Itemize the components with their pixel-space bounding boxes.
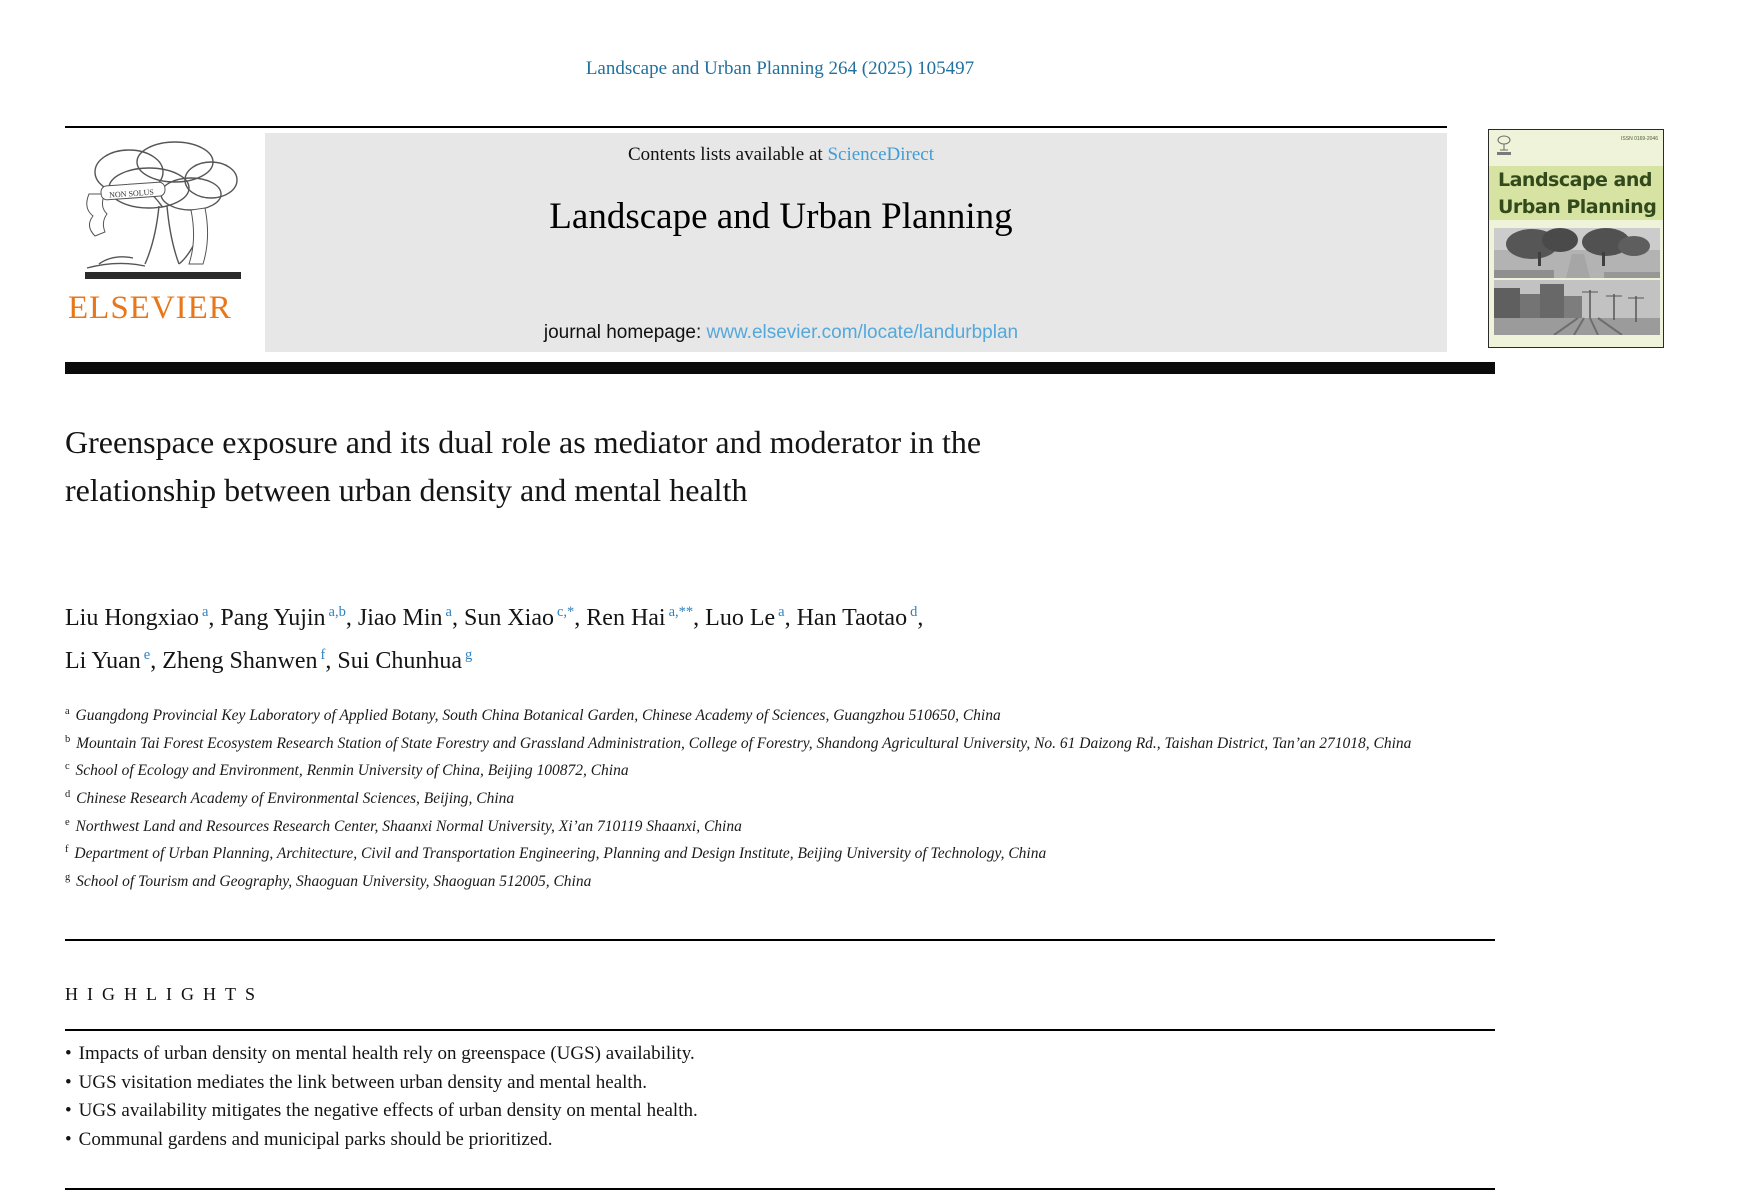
bullet-icon: •	[65, 1071, 72, 1093]
cover-elsevier-mark-icon	[1496, 135, 1512, 157]
journal-citation-line	[65, 58, 1495, 80]
author-affiliation-sup[interactable]: a	[445, 604, 452, 620]
affiliation-text: Mountain Tai Forest Ecosystem Research Station of State Forestry and Grassland Administration, College of Forestry, Shandong Agricultural University, No. 61 Daizong Rd., Taishan District, Tan’an 271018, China	[72, 734, 1412, 752]
affiliation-item	[65, 811, 1497, 839]
sciencedirect-link[interactable]: ScienceDirect	[827, 144, 935, 165]
homepage-line	[265, 322, 1297, 344]
highlight-text: UGS availability mitigates the negative effects of urban density on mental health.	[78, 1100, 698, 1121]
author-affiliation-sup[interactable]: g	[465, 647, 473, 663]
author-name: Pang Yujin	[220, 605, 326, 631]
cover-issn: ISSN 0169-2046	[1621, 136, 1658, 142]
author-list: Liu Hongxiao $^a$, Pang Yujin $^{a,b}$, Jiao Min $^a$, Sun Xiao $^{c,*}$, Ren Hai $^{a,**}$, Luo Le $^a$, Han Taotao $^d$, Li Yuan $^e$, Zheng Shanwen $^f$, Sui Chunhua $^g$	[65, 604, 924, 674]
author-affiliation-sup[interactable]: a	[778, 604, 785, 620]
header-top-rule	[65, 126, 1447, 128]
highlights-heading: HIGHLIGHTS	[65, 984, 264, 1004]
affiliation-item	[65, 838, 1497, 866]
page-bottom-rule	[65, 1188, 1495, 1190]
bullet-icon: •	[65, 1128, 72, 1150]
article-title-line1: Greenspace exposure and its dual role as mediator and moderator in the	[65, 424, 982, 460]
affiliation-text: School of Ecology and Environment, Renmin University of China, Beijing 100872, China	[71, 762, 629, 780]
bullet-icon: •	[65, 1043, 72, 1064]
citation-link[interactable]: Landscape and Urban Planning 264 (2025) 105497	[585, 58, 975, 79]
highlight-item	[65, 1097, 1495, 1126]
author-affiliation-sup[interactable]: e	[143, 647, 151, 663]
highlight-text: Impacts of urban density on mental health rely on greenspace (UGS) availability.	[78, 1043, 695, 1064]
elsevier-tree-icon	[79, 136, 247, 288]
header-divider-bar	[65, 362, 1495, 374]
bullet-icon: •	[65, 1100, 72, 1121]
contents-prefix: Contents lists available at	[627, 144, 828, 165]
author-name: Zheng Shanwen	[162, 648, 318, 674]
contents-line	[265, 144, 1297, 166]
affiliation-item	[65, 755, 1497, 783]
affiliation-item	[65, 866, 1497, 894]
affiliation-sup: d	[65, 788, 71, 800]
highlight-text: UGS visitation mediates the link between urban density and mental health.	[78, 1071, 647, 1093]
elsevier-wordmark: ELSEVIER	[68, 290, 232, 326]
affiliation-item	[65, 783, 1497, 811]
author-name: Han Taotao	[796, 605, 908, 631]
highlights-mid-rule	[65, 1029, 1495, 1031]
affiliation-text: Chinese Research Academy of Environmental Sciences, Beijing, China	[72, 790, 515, 808]
highlights-top-rule	[65, 939, 1495, 941]
elsevier-logo	[68, 136, 258, 352]
highlight-item	[65, 1069, 1495, 1098]
author-name: Sui Chunhua	[337, 648, 463, 674]
highlight-item	[65, 1040, 1495, 1069]
affiliation-sup: a	[65, 706, 70, 717]
affiliation-sup: e	[65, 816, 70, 828]
journal-title: Landscape and Urban Planning	[549, 196, 1013, 237]
cover-title-line2: Urban Planning	[1498, 196, 1657, 218]
highlight-item	[65, 1126, 1495, 1155]
author-affiliation-sup[interactable]: a,**	[668, 604, 694, 620]
affiliation-sup: b	[65, 733, 71, 745]
author-name: Liu Hongxiao	[65, 605, 199, 631]
author-name: Jiao Min	[357, 605, 443, 631]
cover-title-line1: Landscape and	[1498, 169, 1652, 191]
affiliation-text: Guangdong Provincial Key Laboratory of Applied Botany, South China Botanical Garden, Chinese Academy of Sciences, Guangzhou 510650, China	[71, 707, 1001, 725]
article-title-line2: relationship between urban density and mental health	[65, 472, 748, 508]
author-affiliation-sup[interactable]: a,b	[328, 604, 346, 620]
affiliation-item	[65, 728, 1497, 756]
journal-header-banner	[265, 133, 1447, 352]
affiliation-sup: g	[65, 871, 71, 883]
author-name: Luo Le	[705, 605, 776, 631]
affiliation-item	[65, 700, 1497, 728]
cover-photo-railway	[1494, 280, 1660, 335]
homepage-prefix: journal homepage:	[543, 322, 707, 343]
affiliation-list	[65, 700, 1497, 894]
affiliation-text: Northwest Land and Resources Research Center, Shaanxi Normal University, Xi’an 710119 Shaanxi, China	[71, 817, 742, 835]
affiliation-text: School of Tourism and Geography, Shaoguan University, Shaoguan 512005, China	[72, 873, 592, 891]
homepage-link[interactable]: www.elsevier.com/locate/landurbplan	[706, 322, 1019, 343]
journal-cover-thumbnail[interactable]	[1488, 129, 1664, 348]
highlight-text: Communal gardens and municipal parks should be prioritized.	[78, 1128, 553, 1150]
article-title	[65, 418, 1365, 514]
author-affiliation-sup[interactable]: f	[320, 647, 326, 663]
author-name: Li Yuan	[65, 648, 141, 674]
author-affiliation-sup[interactable]: a	[201, 604, 209, 620]
affiliation-sup: f	[65, 844, 69, 856]
author-affiliation-sup[interactable]: c,*	[556, 604, 575, 620]
author-affiliation-sup[interactable]: d	[910, 604, 918, 620]
author-name: Ren Hai	[586, 605, 666, 631]
highlights-list	[65, 1040, 1495, 1154]
author-name: Sun Xiao	[463, 605, 554, 631]
non-solus-text: NON SOLUS	[108, 187, 155, 200]
affiliation-text: Department of Urban Planning, Architecture, Civil and Transportation Engineering, Planning and Design Institute, Beijing University of Technology, China	[70, 845, 1047, 863]
affiliation-sup: c	[65, 761, 70, 773]
cover-photo-trees	[1494, 228, 1660, 278]
